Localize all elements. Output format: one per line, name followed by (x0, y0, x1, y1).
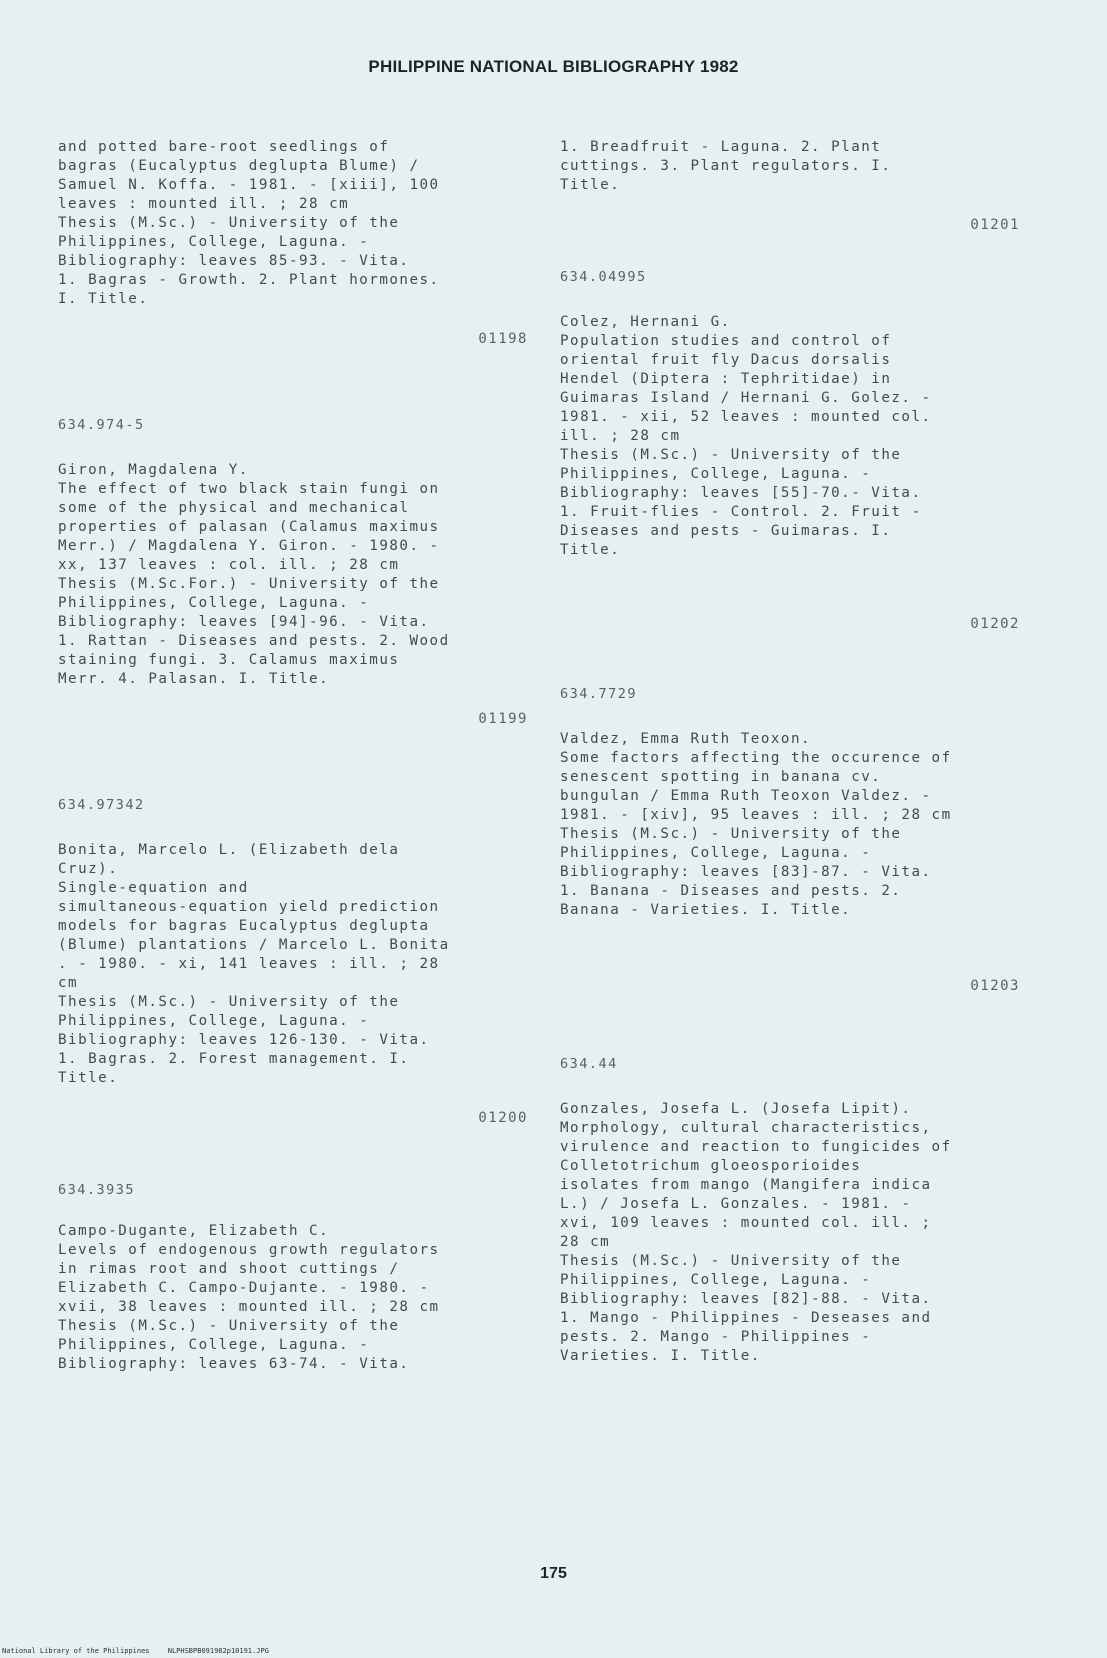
thesis-note: Thesis (M.Sc.) - University of the Philippines, College, Laguna. - Bibliography: leaves [83]-87. - Vita. (560, 826, 932, 880)
entry-number: 01202 (970, 616, 1020, 632)
subject-tracings: 1. Mango - Philippines - Deseases and pests. 2. Mango - Philippines - Varieties. I. Title. (560, 1310, 932, 1364)
subject-tracings: 1. Rattan - Diseases and pests. 2. Wood staining fungi. 3. Calamus maximus Merr. 4. Palasan. I. Title. (58, 633, 450, 687)
subject-tracings: 1. Bagras - Growth. 2. Plant hormones. I. Title. (58, 272, 440, 307)
record-continued (58, 138, 528, 347)
record-valdez (560, 686, 1020, 994)
record-bonita (58, 797, 528, 1126)
record-campo-dugante (58, 1182, 528, 1374)
record-giron (58, 417, 528, 727)
class-number: 634.3935 (58, 1182, 136, 1198)
record-description: Bonita, Marcelo L. (Elizabeth dela Cruz). Single-equation and simultaneous-equation yield prediction models for bagras Eucalyptus deglupta (Blume) plantations / Marcelo L. Bonita . - 1980. - xi, 141 leaves : ill. ; 28 cm (58, 842, 450, 991)
thesis-note: Thesis (M.Sc.) - University of the Philippines, College, Laguna. - Bibliography: leaves 63-74. - Vita. (58, 1318, 410, 1372)
entry-number: 01201 (970, 217, 1020, 233)
left-column (58, 138, 528, 1374)
class-number: 634.44 (560, 1056, 618, 1072)
class-number: 634.974-5 (58, 417, 145, 433)
entry-number: 01199 (478, 711, 528, 727)
record-description: Giron, Magdalena Y. The effect of two black stain fungi on some of the physical and mechanical properties of palasan (Calamus maximus Merr.) / Magdalena Y. Giron. - 1980. - xx, 137 leaves : col. ill. ; 28 cm (58, 462, 440, 573)
record-description: and potted bare-root seedlings of bagras (Eucalyptus deglupta Blume) / Samuel N. Koffa. - 1981. - [xiii], 100 leaves : mounted ill. ; 28 cm (58, 139, 440, 212)
thesis-note: Thesis (M.Sc.For.) - University of the Philippines, College, Laguna. - Bibliography: leaves [94]-96. - Vita. (58, 576, 440, 630)
page-header: PHILIPPINE NATIONAL BIBLIOGRAPHY 1982 (368, 57, 739, 76)
scan-imprint (2, 1647, 269, 1655)
class-number: 634.7729 (560, 686, 638, 702)
record-description: Valdez, Emma Ruth Teoxon. Some factors affecting the occurence of senescent spotting in banana cv. bungulan / Emma Ruth Teoxon Valdez. - 1981. - [xiv], 95 leaves : ill. ; 28 cm (560, 731, 952, 823)
subject-tracings: 1. Banana - Diseases and pests. 2. Banana - Varieties. I. Title. (560, 883, 902, 918)
record-description: Gonzales, Josefa L. (Josefa Lipit). Morphology, cultural characteristics, virulence and reaction to fungicides of Colletotrichum gloeosporioides isolates from mango (Mangifera indica L.) / Josefa L. Gonzales. - 1981. - xvi, 109 leaves : mounted col. ill. ; 28 cm (560, 1101, 952, 1250)
thesis-note: Thesis (M.Sc.) - University of the Philippines, College, Laguna. - Bibliography: leaves 126-130. - Vita. (58, 994, 430, 1048)
class-number: 634.04995 (560, 269, 647, 285)
entry-number: 01203 (970, 978, 1020, 994)
imprint-library: National Library of the Philippines (2, 1647, 150, 1655)
record-continued (560, 138, 1020, 233)
class-number: 634.97342 (58, 797, 145, 813)
thesis-note: Thesis (M.Sc.) - University of the Philippines, College, Laguna. - Bibliography: leaves 85-93. - Vita. (58, 215, 410, 269)
record-colez (560, 269, 1020, 632)
subject-tracings: 1. Bagras. 2. Forest management. I. Title. (58, 1051, 410, 1086)
right-column (560, 138, 1020, 1366)
record-gonzales (560, 1056, 1020, 1366)
entry-number: 01200 (478, 1110, 528, 1126)
thesis-note: Thesis (M.Sc.) - University of the Philippines, College, Laguna. - Bibliography: leaves [82]-88. - Vita. (560, 1253, 932, 1307)
record-description: Colez, Hernani G. Population studies and control of oriental fruit fly Dacus dorsalis Hendel (Diptera : Tephritidae) in Guimaras Island / Hernani G. Golez. - 1981. - xii, 52 leaves : mounted col. ill. ; 28 cm (560, 314, 932, 444)
record-description: Campo-Dugante, Elizabeth C. Levels of endogenous growth regulators in rimas root and shoot cuttings / Elizabeth C. Campo-Dujante. - 1980. - xvii, 38 leaves : mounted ill. ; 28 cm (58, 1223, 440, 1315)
entry-number: 01198 (478, 331, 528, 347)
thesis-note: Thesis (M.Sc.) - University of the Philippines, College, Laguna. - Bibliography: leaves [55]-70.- Vita. (560, 447, 922, 501)
subject-tracings: 1. Fruit-flies - Control. 2. Fruit - Diseases and pests - Guimaras. I. Title. (560, 504, 922, 558)
page-number: 175 (540, 1565, 567, 1582)
subject-tracings: 1. Breadfruit - Laguna. 2. Plant cuttings. 3. Plant regulators. I. Title. (560, 139, 892, 193)
imprint-file: NLPHSBPB091982p10191.JPG (167, 1647, 269, 1655)
